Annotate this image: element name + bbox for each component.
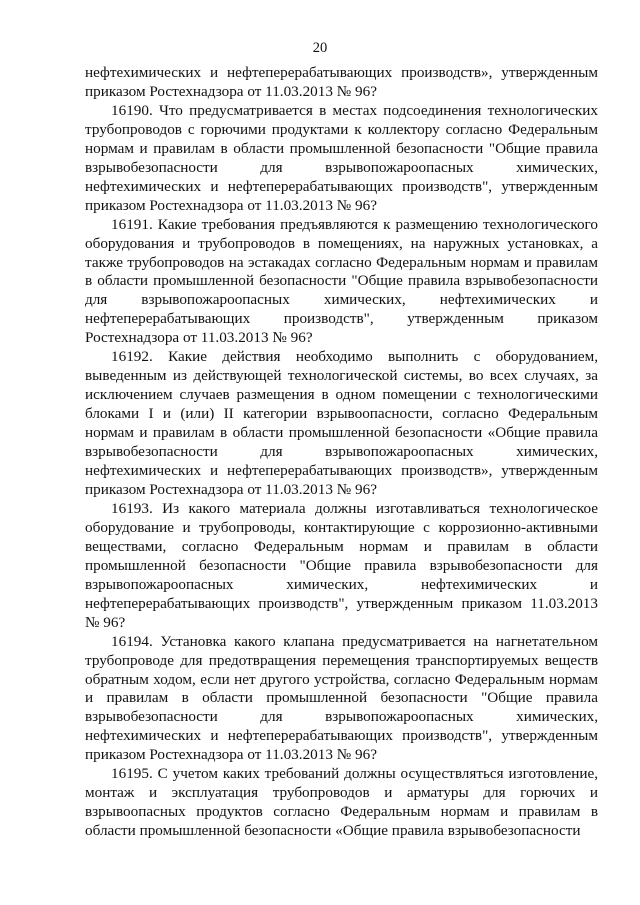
- question-16191: 16191. Какие требования предъявляются к размещению технологического оборудования и трубопроводов в помещениях, на наружных установках, а также трубопроводов на эстакадах согласно Федеральным нормам и правилам в области промышленной безопасности "Общие правила взрывобезопасности для взрывопожароопасных химических, нефтехимических и нефтеперерабатывающих производств", утвержденным приказом Ростехнадзора от 11.03.2013 № 96?: [85, 215, 598, 347]
- paragraph-continuation: нефтехимических и нефтеперерабатывающих производств», утвержденным приказом Ростехнадзора от 11.03.2013 № 96?: [85, 64, 598, 100]
- question-16192: 16192. Какие действия необходимо выполнить с оборудованием, выведенным из действующей технологической системы, во всех случаях, за исключением случаев размещения в одном помещении с технологическими блоками I и (или) II категории взрывоопасности, согласно Федеральным нормам и правилам в области промышленной безопасности «Общие правила взрывобезопасности для взрывопожароопасных химических, нефтехимических и нефтеперерабатывающих производств», утвержденным приказом Ростехнадзора от 11.03.2013 № 96?: [85, 348, 598, 498]
- page-number: 20: [312, 40, 328, 56]
- question-16193: 16193. Из какого материала должны изготавливаться технологическое оборудование и трубопроводы, контактирующие с коррозионно-активными веществами, согласно Федеральным нормам и правилам в области промышленной безопасности "Общие правила взрывобезопасности для взрывопожароопасных химических, нефтехимических и нефтеперерабатывающих производств", утвержденным приказом 11.03.2013 № 96?: [85, 499, 598, 631]
- question-16195: 16195. С учетом каких требований должны осуществляться изготовление, монтаж и эксплуатация трубопроводов и арматуры для горючих и взрывоопасных продуктов согласно Федеральным нормам и правилам в области промышленной безопасности «Общие правила взрывобезопасности: [85, 765, 598, 840]
- document-body: [85, 64, 598, 841]
- question-16194: 16194. Установка какого клапана предусматривается на нагнетательном трубопроводе для предотвращения перемещения транспортируемых веществ обратным ходом, если нет другого устройства, согласно Федеральным нормам и правилам в области промышленной безопасности "Общие правила взрывобезопасности для взрывопожароопасных химических, нефтехимических и нефтеперерабатывающих производств", утвержденным приказом Ростехнадзора от 11.03.2013 № 96?: [85, 632, 598, 764]
- question-16190: 16190. Что предусматривается в местах подсоединения технологических трубопроводов с горючими продуктами к коллектору согласно Федеральным нормам и правилам в области промышленной безопасности "Общие правила взрывобезопасности для взрывопожароопасных химических, нефтехимических и нефтеперерабатывающих производств", утвержденным приказом Ростехнадзора от 11.03.2013 № 96?: [85, 101, 598, 214]
